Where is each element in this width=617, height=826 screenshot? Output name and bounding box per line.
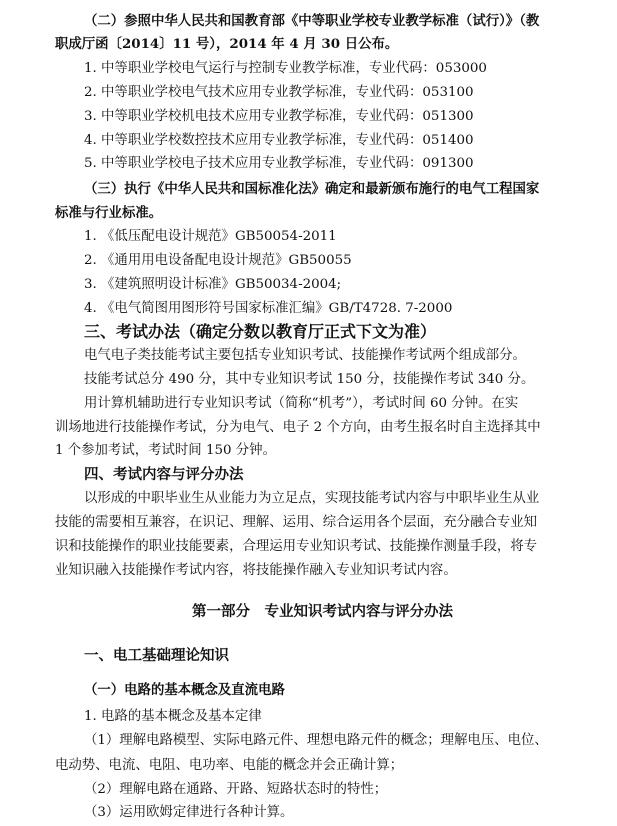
exam-method-paragraph: 技能考试总分 490 分，其中专业知识考试 150 分，技能操作考试 340 分。 — [84, 372, 535, 387]
requirement-paragraph: （3）运用欧姆定律进行各种计算。 — [84, 805, 294, 820]
norm-item: 4. 《电气简图用图形符号国家标准汇编》GB/T4728. 7-2000 — [84, 301, 453, 316]
exam-method-paragraph: 电气电子类技能考试主要包括专业知识考试、技能操作考试两个组成部分。 — [84, 348, 526, 363]
content-heading: 四、考试内容与评分办法 — [84, 467, 244, 483]
content-paragraph: 业知识融入技能操作考试内容，将技能操作融入专业知识考试内容。 — [55, 563, 457, 578]
subsection1-heading: （一）电路的基本概念及直流电路 — [84, 683, 285, 698]
exam-method-paragraph: 训场地进行技能操作考试，分为电气、电子 2 个方向，由考生报名时自主选择其中 — [55, 420, 541, 435]
content-paragraph: 以形成的中职毕业生从业能力为立足点，实现技能考试内容与中职毕业生从业 — [84, 491, 540, 506]
exam-method-paragraph: 1 个参加考试，考试时间 150 分钟。 — [55, 443, 276, 458]
content-paragraph: 识和技能操作的职业技能要素，合理运用专业知识考试、技能操作测量手段，将专 — [55, 539, 538, 554]
standard-item: 5. 中等职业学校电子技术应用专业教学标准，专业代码：091300 — [84, 156, 474, 171]
exam-method-heading: 三、考试办法（确定分数以教育厅正式下文为准） — [84, 322, 437, 341]
norm-item: 3. 《建筑照明设计标准》GB50034-2004; — [84, 277, 342, 292]
section2-title-line2: 职成厅函〔2014〕11 号），2014 年 4 月 30 日公布。 — [55, 36, 399, 52]
requirement-paragraph: 电动势、电流、电阻、电功率、电能的概念并会正确计算； — [55, 758, 404, 773]
section3-title-line1: （三）执行《中华人民共和国标准化法》确定和最新颁布施行的电气工程国家 — [84, 181, 540, 197]
section2-title-line1: （二）参照中华人民共和国教育部《中等职业学校专业教学标准（试行）》（教 — [84, 13, 540, 29]
content-paragraph: 技能的需要相互兼容，在识记、理解、运用、综合运用各个层面，充分融合专业知 — [55, 515, 538, 530]
requirement-paragraph: （2）理解电路在通路、开路、短路状态时的特性； — [84, 782, 388, 797]
standard-item: 3. 中等职业学校机电技术应用专业教学标准，专业代码：051300 — [84, 109, 474, 124]
norm-item: 2. 《通用用电设备配电设计规范》GB50055 — [84, 253, 352, 268]
standard-item: 1. 中等职业学校电气运行与控制专业教学标准，专业代码：053000 — [84, 61, 487, 76]
standard-item: 4. 中等职业学校数控技术应用专业教学标准，专业代码：051400 — [84, 133, 474, 148]
chapter1-heading: 一、电工基础理论知识 — [84, 648, 229, 664]
section3-title-line2: 标准与行业标准。 — [55, 205, 163, 221]
requirement-paragraph: （1）理解电路模型、实际电路元件、理想电路元件的概念；理解电压、电位、 — [84, 733, 548, 748]
part1-heading: 第一部分 专业知识考试内容与评分办法 — [192, 604, 453, 620]
standard-item: 2. 中等职业学校电气技术应用专业教学标准，专业代码：053100 — [84, 85, 474, 100]
exam-method-paragraph: 用计算机辅助进行专业知识考试（简称“机考”），考试时间 60 分钟。在实 — [84, 396, 519, 411]
norm-item: 1. 《低压配电设计规范》GB50054-2011 — [84, 229, 337, 244]
item1-heading: 1. 电路的基本概念及基本定律 — [84, 709, 262, 724]
